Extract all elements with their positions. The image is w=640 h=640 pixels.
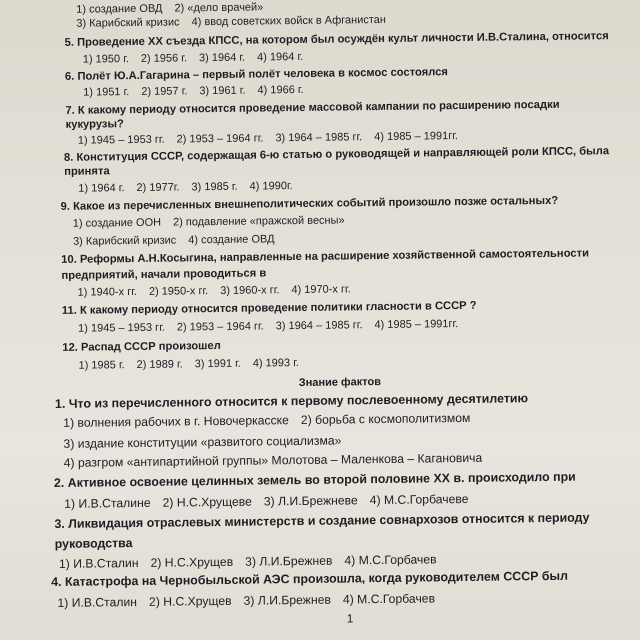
answer-option: 4) ввод советских войск в Афганистан [191, 13, 387, 29]
answer-options-row [57, 590, 435, 611]
answer-option: 2) 1957 г. [141, 85, 188, 98]
question-text: 5. Проведение XX съезда КПСС, на котором был осуждён культ личности И.В.Сталина, относится [64, 30, 609, 49]
answer-option: 3) 1960-х гг. [220, 284, 280, 297]
answer-option: 1) И.В.Сталин [58, 555, 139, 571]
answer-option: 3) Л.И.Брежнев [245, 553, 333, 569]
answer-option: 2) 1953 – 1964 гг. [176, 132, 264, 146]
answer-options-row [78, 317, 458, 336]
answer-option: 2) 1977г. [136, 181, 180, 194]
answer-option: 3) 1964 – 1985 гг. [275, 131, 363, 145]
answer-option: 4) 1985 – 1991гг. [374, 318, 459, 332]
question-text: 11. К какому периоду относится проведение политики гласности в СССР ? [61, 299, 477, 317]
answer-options-row [64, 491, 468, 512]
answer-option: 3) Карибский кризис [76, 16, 180, 30]
question-text: 12. Распад СССР произошел [62, 339, 221, 354]
answer-option: 4) 1966 г. [257, 83, 304, 97]
answer-option: 3) 1985 г. [191, 180, 238, 194]
answer-option: 2) борьба с космополитизмом [300, 410, 471, 427]
answer-option: 3) Л.И.Брежнев [243, 592, 331, 608]
answer-option: 3) 1961 г. [199, 84, 246, 98]
answer-option: 1) 1951 г. [83, 86, 130, 99]
fact-question-text: 1. Что из перечисленного относится к первому послевоенному десятилетию [54, 391, 529, 411]
answer-option: 1) создание ОВД [76, 2, 163, 16]
answer-option: 2) Н.С.Хрущеве [162, 494, 252, 510]
fact-question-text: руководства [54, 536, 133, 552]
fact-question-text: 4. Катастрофа на Чернобыльской АЭС произошла, когда руководителем СССР был [51, 568, 569, 590]
answer-option: 4) М.С.Горбачев [342, 591, 436, 607]
question-text: 9. Какое из перечисленных внешнеполитических событий произошло позже остальных? [60, 194, 559, 213]
question-text: 10. Реформы А.Н.Косыгина, направленные на расширение хозяйственной самостоятельности [61, 247, 590, 266]
answer-options-row [63, 410, 470, 431]
question-text: 8. Конституция СССР, содержащая 6-ю статью о руководящей и направляющей роли КПСС, была [63, 145, 610, 164]
answer-option: 2) подавление «пражской весны» [172, 214, 345, 229]
answer-option: 4) разгром «антипартийной группы» Молотова – Маленкова – Кагановича [63, 450, 483, 470]
answer-option: 3) Л.И.Брежневе [263, 493, 358, 509]
answer-option: 3) издание конституции «развитого социализма» [63, 433, 342, 451]
answer-option: 3) 1964 – 1985 гг. [275, 319, 363, 333]
answer-option: 1) создание ООН [72, 216, 162, 230]
answer-option: 2) 1956 г. [140, 52, 188, 65]
answer-option: 3) Карибский кризис [72, 234, 177, 248]
fact-question-text: 3. Ликвидация отраслевых министерств и создание совнархозов относится к периоду [54, 510, 590, 532]
answer-option: 4) создание ОВД [188, 233, 275, 247]
answer-option: 4) 1970-х гг. [291, 283, 351, 297]
answer-option: 4) 1964 г. [256, 50, 304, 64]
question-text: 7. К какому периоду относится проведение массовой кампании по расширению посадки [65, 98, 560, 117]
answer-options-row [73, 232, 275, 248]
answer-options-row [83, 83, 304, 100]
answer-option: 1) И.В.Сталин [57, 595, 138, 610]
answer-option: 1) 1985 г. [78, 359, 125, 372]
question-text: 6. Полёт Ю.А.Гагарина – первый полёт человека в космос состоялся [64, 66, 448, 83]
answer-option: 2) 1989 г. [136, 358, 183, 371]
answer-option: 3) 1964 г. [198, 51, 246, 65]
answer-option: 1) 1964 г. [78, 182, 125, 195]
answer-option: 1) 1945 – 1953 гг. [77, 133, 165, 147]
answer-option: 1) 1950 г. [82, 53, 129, 66]
answer-option: 2) Н.С.Хрущев [150, 554, 234, 570]
answer-option: 1) И.В.Сталине [64, 495, 151, 511]
answer-option: 4) 1990г. [249, 180, 293, 193]
answer-option: 2) 1950-х гг. [148, 285, 209, 298]
page-number: 1 [346, 611, 354, 626]
answer-option: 4) 1985 – 1991гг. [374, 130, 459, 144]
answer-options-row [76, 13, 386, 31]
answer-option: 4) М.С.Горбачев [344, 552, 437, 568]
answer-option: 2) «дело врачей» [174, 1, 264, 15]
question-text: кукурузы? [65, 118, 124, 131]
section-title: Знание фактов [298, 376, 382, 390]
answer-option: 2) Н.С.Хрущев [148, 593, 232, 609]
answer-options-row [64, 450, 483, 471]
answer-options-row [59, 551, 437, 572]
answer-options-row [78, 282, 351, 299]
answer-option: 4) 1993 г. [252, 357, 299, 370]
answer-option: 2) 1953 – 1964 гг. [176, 320, 264, 334]
answer-option: 1) волнения рабочих в г. Новочеркасске [63, 413, 289, 430]
answer-options-row [73, 213, 345, 230]
answer-option: 1) 1945 – 1953 гг. [78, 321, 165, 335]
answer-options-row [83, 50, 304, 67]
answer-options-row [78, 179, 292, 196]
fact-question-text: 2. Активное освоение целинных земель во второй половине XX в. происходило при [53, 469, 576, 491]
question-text: принята [64, 165, 110, 178]
answer-options-row [63, 433, 341, 452]
question-text: предприятий, начали проводиться в [61, 267, 267, 282]
answer-options-row [78, 356, 299, 373]
answer-option: 1) 1940-х гг. [77, 285, 137, 299]
answer-option: 3) 1991 г. [194, 357, 241, 371]
answer-option: 4) М.С.Горбачеве [369, 491, 469, 508]
answer-options-row [78, 129, 458, 148]
